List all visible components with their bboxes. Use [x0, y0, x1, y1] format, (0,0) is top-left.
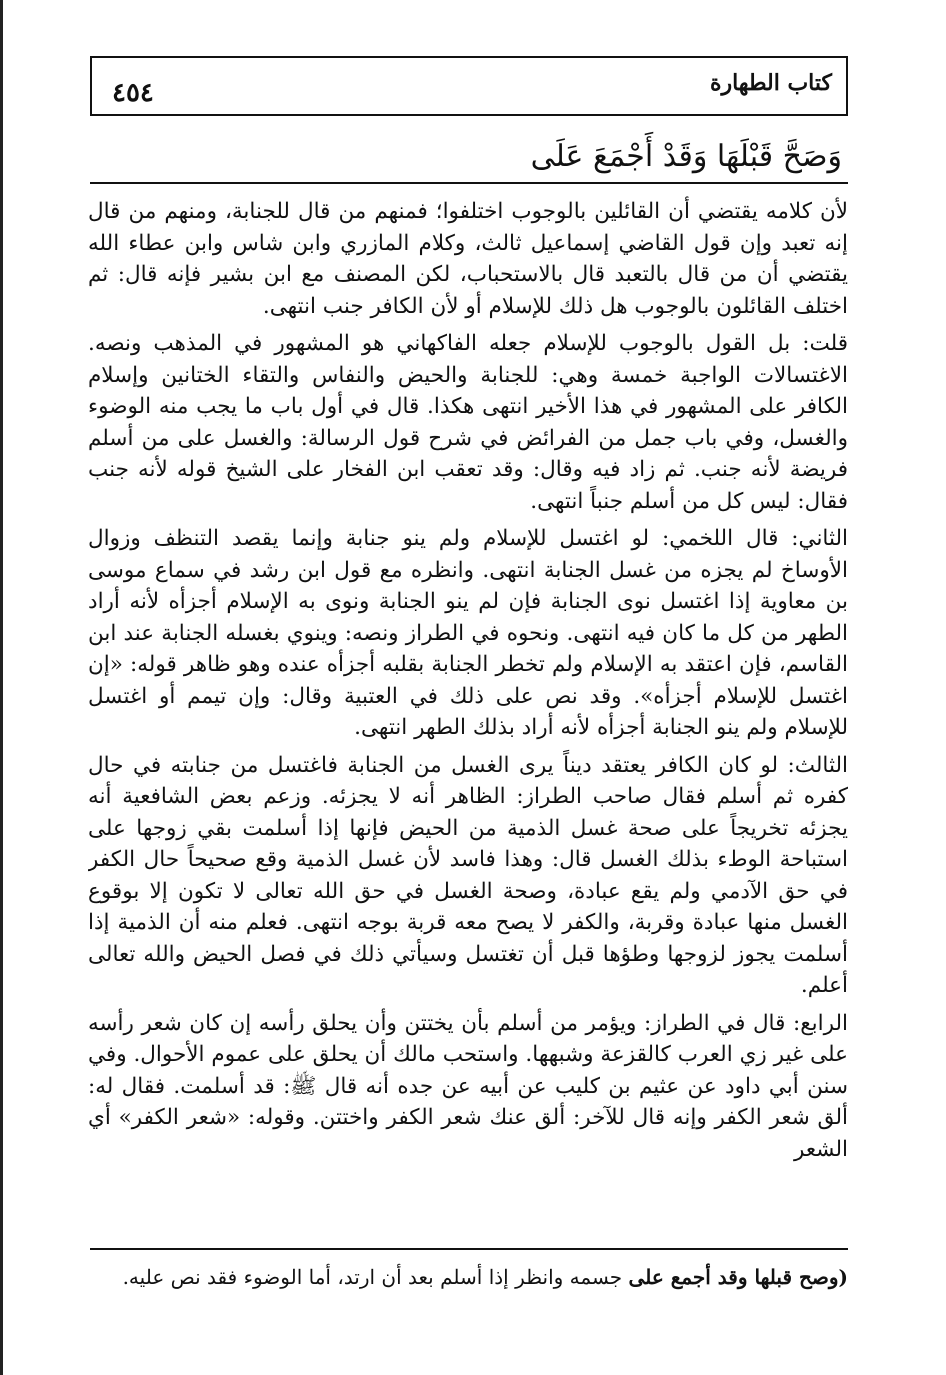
footnote — [88, 1262, 848, 1292]
commentary-paragraph: الرابع: قال في الطراز: ويؤمر من أسلم بأن يختتن وأن يحلق رأسه إن كان شعر رأسه على غير زي العرب كالقزعة وشبهها. واستحب مالك أن يحلق على عموم الأحوال. وفي سنن أبي داود عن عثيم بن كليب عن أبيه عن جده أنه قال ﷺ: قد أسلمت. فقال له: ألق شعر الكفر وإنه قال للآخر: ألق عنك شعر الكفر واختتن. وقوله: «شعر الكفر» أي الشعر — [88, 1010, 848, 1162]
running-header — [90, 56, 848, 116]
commentary-paragraph: لأن كلامه يقتضي أن القائلين بالوجوب اختلفوا؛ فمنهم من قال للجنابة، ومنهم من قال إنه تعبد وإن قول القاضي إسماعيل ثالث، وكلام المازري وابن شاس وابن عطاء الله يقتضي أن من قال بالتعبد قال بالاستحباب، لكن المصنف مع ابن بشير فإنه قال: ثم اختلف القائلون بالوجوب هل ذلك للإسلام أو لأن الكافر جنب انتهى. — [88, 199, 848, 319]
matn-divider — [90, 182, 848, 184]
commentary-paragraph: الثاني: قال اللخمي: لو اغتسل للإسلام ولم ينو جنابة وإنما يقصد التنظف وزوال الأوساخ لم يجزه من غسل الجنابة انتهى. وانظره مع قول ابن رشد في سماع موسى بن معاوية إذا اغتسل نوى الجنابة فإن لم ينو الجنابة ونوى به الإسلام أجزأه لأنه أراد الطهر من كل ما كان فيه انتهى. ونحوه في الطراز ونصه: وينوي بغسله الجنابة عند ابن القاسم، فإن اعتقد به الإسلام ولم تخطر الجنابة بقلبه أجزأه عنده وهو ظاهر قوله: «إن اغتسل للإسلام أجزأه». وقد نص على ذلك في العتبية وقال: وإن تيمم أو اغتسل للإسلام ولم ينو الجنابة أجزأه لأنه أراد بذلك الطهر انتهى. — [88, 526, 848, 740]
page-edge — [0, 0, 3, 1375]
commentary-body — [88, 196, 848, 1236]
matn-text: وَصَحَّ قَبْلَهَا وَقَدْ أَجْمَعَ عَلَى — [530, 139, 842, 174]
footnote-divider — [90, 1248, 848, 1250]
book-title: كتاب الطهارة — [709, 70, 832, 96]
footnote-bold-quote: (وصح قبلها وقد أجمع على — [628, 1265, 848, 1289]
commentary-paragraph: قلت: بل القول بالوجوب للإسلام جعله الفاكهاني هو المشهور في المذهب ونصه. الاغتسالات الواجبة خمسة وهي: للجنابة والحيض والنفاس والتقاء الختانين وإسلام الكافر على المشهور في هذا الأخير انتهى هكذا. قال في أول باب ما يجب منه الوضوء والغسل، وفي باب جمل من الفرائض في شرح قول الرسالة: والغسل على من أسلم فريضة لأنه جنب. ثم زاد فيه وقال: وقد تعقب ابن الفخار على الشيخ قوله لأنه جنب فقال: ليس كل من أسلم جنباً انتهى. — [88, 331, 848, 514]
commentary-paragraph: الثالث: لو كان الكافر يعتقد ديناً يرى الغسل من الجنابة فاغتسل من جنابته في حال كفره ثم أسلم فقال صاحب الطراز: الظاهر أنه لا يجزئه. وزعم بعض الشافعية أنه يجزئه تخريجاً على صحة غسل الذمية من الحيض فإنها إذا أسلمت بقي زوجها على استباحة الوطء بذلك الغسل قال: وهذا فاسد لأن غسل الذمية وقع صحيحاً حال الكفر في حق الآدمي ولم يقع عبادة، وصحة الغسل في حق الله تعالى لا تكون إلا بوقوع الغسل منها عبادة وقربة، والكفر لا يصح معه قربة بوجه انتهى. فعلم منه أن الذمية إذا أسلمت يجوز لزوجها وطؤها قبل أن تغتسل وسيأتي ذلك في فصل الحيض والله تعالى أعلم. — [88, 752, 848, 998]
footnote-text: جسمه وانظر إذا أسلم بعد أن ارتد، أما الوضوء فقد نص عليه. — [122, 1265, 623, 1289]
page-number: ٤٥٤ — [112, 78, 154, 108]
